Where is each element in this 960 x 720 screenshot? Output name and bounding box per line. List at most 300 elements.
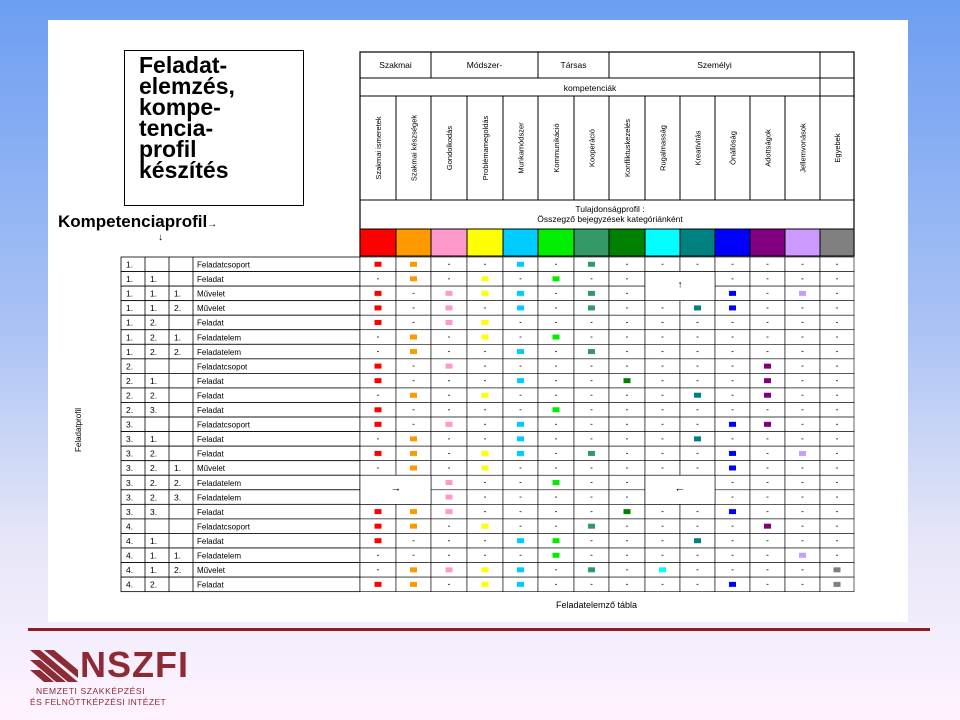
outline-number: 1.	[174, 332, 182, 343]
empty-mark	[662, 438, 664, 439]
empty-mark	[448, 584, 450, 585]
outline-number: 1.	[174, 550, 182, 561]
empty-mark	[591, 337, 593, 338]
empty-mark	[591, 467, 593, 468]
empty-mark	[802, 438, 804, 439]
empty-mark	[802, 424, 804, 425]
empty-mark	[626, 497, 628, 498]
empty-mark	[413, 424, 415, 425]
empty-mark	[697, 424, 699, 425]
empty-mark	[767, 569, 769, 570]
competence-mark	[588, 524, 595, 529]
empty-mark	[520, 395, 522, 396]
empty-mark	[484, 409, 486, 410]
empty-mark	[836, 322, 838, 323]
empty-mark	[836, 511, 838, 512]
empty-mark	[484, 438, 486, 439]
logo-subtitle-line1: NEMZETI SZAKKÉPZÉSI	[36, 686, 146, 696]
outline-number: 3.	[126, 506, 134, 517]
outline-number: 2.	[150, 463, 158, 474]
row-label: Feladatelem	[197, 333, 242, 343]
empty-mark	[836, 453, 838, 454]
competence-mark	[446, 495, 453, 500]
outline-number: 1.	[126, 288, 134, 299]
empty-mark	[591, 395, 593, 396]
empty-mark	[448, 351, 450, 352]
outline-number: 2.	[126, 361, 134, 372]
empty-mark	[591, 380, 593, 381]
table-caption: Feladatelemző tábla	[556, 600, 638, 610]
empty-mark	[520, 526, 522, 527]
empty-mark	[591, 438, 593, 439]
empty-mark	[484, 366, 486, 367]
row-label: Feladat	[197, 391, 224, 401]
empty-mark	[697, 322, 699, 323]
competence-mark	[517, 451, 524, 456]
empty-mark	[413, 322, 415, 323]
competence-mark	[553, 276, 560, 281]
empty-mark	[836, 424, 838, 425]
empty-mark	[732, 540, 734, 541]
competence-mark	[729, 582, 736, 587]
competence-column-header: Egyebek	[833, 133, 842, 163]
row-label: Művelet	[197, 566, 226, 576]
empty-mark	[697, 467, 699, 468]
arrow-down-icon: ↓	[158, 232, 163, 243]
outline-number: 1.	[150, 375, 158, 386]
empty-mark	[802, 482, 804, 483]
competence-mark	[446, 509, 453, 514]
empty-mark	[377, 337, 379, 338]
empty-mark	[555, 569, 557, 570]
competence-mark	[834, 567, 841, 572]
row-label: Feladat	[197, 275, 224, 285]
empty-mark	[836, 526, 838, 527]
competence-mark	[375, 262, 382, 267]
empty-mark	[448, 395, 450, 396]
empty-mark	[732, 438, 734, 439]
competence-mark	[764, 422, 771, 427]
empty-mark	[767, 409, 769, 410]
empty-mark	[662, 337, 664, 338]
competence-mark	[553, 538, 560, 543]
outline-number: 3.	[150, 405, 158, 415]
empty-mark	[802, 264, 804, 265]
outline-number: 1.	[150, 288, 158, 299]
empty-mark	[484, 307, 486, 308]
empty-mark	[591, 424, 593, 425]
empty-mark	[520, 511, 522, 512]
empty-mark	[836, 409, 838, 410]
outline-number: 2.	[150, 346, 158, 357]
row-label: Feladat	[197, 536, 224, 546]
empty-mark	[802, 278, 804, 279]
empty-mark	[626, 540, 628, 541]
empty-mark	[448, 540, 450, 541]
empty-mark	[662, 395, 664, 396]
competence-mark	[375, 524, 382, 529]
competence-mark	[410, 349, 417, 354]
footer-divider	[28, 628, 930, 631]
competence-column-header: Kommunikáció	[552, 123, 561, 173]
category-color-swatch	[609, 229, 645, 256]
competence-mark	[588, 349, 595, 354]
empty-mark	[591, 511, 593, 512]
empty-mark	[626, 584, 628, 585]
empty-mark	[555, 453, 557, 454]
competence-mark	[410, 567, 417, 572]
empty-mark	[802, 526, 804, 527]
empty-mark	[555, 584, 557, 585]
arrow-up-icon: ↑	[677, 279, 683, 291]
empty-mark	[732, 351, 734, 352]
empty-mark	[802, 511, 804, 512]
empty-mark	[626, 264, 628, 265]
arrow-left-block-icon: ←	[674, 482, 686, 495]
competence-mark	[588, 262, 595, 267]
empty-mark	[520, 497, 522, 498]
empty-mark	[662, 307, 664, 308]
competence-group-label: Szakmai	[379, 60, 412, 70]
empty-mark	[413, 380, 415, 381]
empty-mark	[662, 366, 664, 367]
empty-mark	[732, 526, 734, 527]
competence-mark	[588, 451, 595, 456]
empty-mark	[484, 555, 486, 556]
empty-mark	[448, 555, 450, 556]
row-label: Feladat	[197, 318, 224, 328]
competence-mark	[482, 335, 489, 340]
category-color-swatch	[503, 229, 538, 256]
outline-number: 3.	[126, 434, 134, 445]
category-color-swatch	[820, 229, 854, 256]
competence-mark	[764, 524, 771, 529]
empty-mark	[836, 380, 838, 381]
traits-profile-label: Tulajdonságprofil :	[575, 204, 645, 214]
competence-mark	[482, 465, 489, 470]
outline-number: 1.	[150, 274, 158, 285]
competence-column-header: Adottságok	[763, 129, 773, 167]
empty-mark	[836, 278, 838, 279]
outline-number: 1.	[174, 288, 182, 299]
empty-mark	[448, 453, 450, 454]
empty-mark	[626, 467, 628, 468]
arrow-right-icon: →	[207, 219, 218, 230]
empty-mark	[836, 555, 838, 556]
empty-mark	[484, 511, 486, 512]
empty-mark	[802, 322, 804, 323]
competence-mark	[482, 451, 489, 456]
empty-mark	[448, 337, 450, 338]
empty-mark	[662, 424, 664, 425]
empty-mark	[767, 307, 769, 308]
competence-mark	[729, 305, 736, 310]
empty-mark	[555, 307, 557, 308]
row-label: Feladatcsoport	[197, 260, 250, 270]
empty-mark	[836, 540, 838, 541]
empty-mark	[377, 467, 379, 468]
empty-mark	[626, 569, 628, 570]
empty-mark	[591, 366, 593, 367]
row-label: Művelet	[197, 289, 226, 299]
competence-mark	[375, 451, 382, 456]
empty-mark	[802, 351, 804, 352]
empty-mark	[732, 395, 734, 396]
empty-mark	[626, 526, 628, 527]
empty-mark	[802, 584, 804, 585]
outline-number: 1.	[150, 550, 158, 561]
empty-mark	[767, 555, 769, 556]
empty-mark	[448, 409, 450, 410]
empty-mark	[520, 366, 522, 367]
competence-mark	[624, 509, 631, 514]
row-label: Feladat	[197, 580, 224, 590]
competence-mark	[482, 320, 489, 325]
empty-mark	[626, 555, 628, 556]
empty-mark	[662, 264, 664, 265]
empty-mark	[555, 380, 557, 381]
competence-column-header: Kreativitás	[693, 130, 703, 166]
empty-mark	[555, 322, 557, 323]
empty-mark	[626, 409, 628, 410]
empty-mark	[520, 482, 522, 483]
empty-mark	[697, 569, 699, 570]
competence-column-header: Jellemvonások	[798, 123, 808, 173]
competence-mark	[410, 393, 417, 398]
empty-mark	[697, 555, 699, 556]
competence-mark	[375, 364, 382, 369]
empty-mark	[377, 569, 379, 570]
empty-mark	[555, 467, 557, 468]
empty-mark	[448, 467, 450, 468]
competence-mark	[446, 291, 453, 296]
empty-mark	[555, 438, 557, 439]
competence-column-header: Önállóság	[728, 131, 738, 165]
competence-mark	[517, 422, 524, 427]
competence-mark	[410, 465, 417, 470]
empty-mark	[767, 337, 769, 338]
empty-mark	[484, 264, 486, 265]
category-color-swatch	[574, 229, 609, 256]
row-label: Feladatelem	[197, 347, 242, 357]
empty-mark	[484, 540, 486, 541]
competence-column-header: Szakmai ismeretek	[374, 116, 383, 180]
competence-group-label: Módszer-	[466, 60, 503, 70]
outline-number: 1.	[126, 259, 134, 270]
empty-mark	[697, 351, 699, 352]
row-label: Feladatelem	[197, 493, 242, 503]
competence-mark	[446, 480, 453, 485]
empty-mark	[836, 438, 838, 439]
competence-mark	[694, 305, 701, 310]
competence-mark	[729, 422, 736, 427]
competence-profile-heading-text: Kompetenciaprofil	[58, 212, 208, 231]
empty-mark	[697, 264, 699, 265]
competence-mark	[375, 582, 382, 587]
competence-mark	[553, 335, 560, 340]
empty-mark	[484, 482, 486, 483]
competence-mark	[729, 451, 736, 456]
empty-mark	[767, 453, 769, 454]
empty-mark	[732, 337, 734, 338]
competence-group-label: Társas	[560, 60, 587, 70]
empty-mark	[448, 380, 450, 381]
outline-number: 2.	[150, 448, 158, 459]
empty-mark	[732, 569, 734, 570]
competence-mark	[694, 393, 701, 398]
empty-mark	[484, 380, 486, 381]
empty-mark	[732, 497, 734, 498]
competence-mark	[553, 553, 560, 558]
empty-mark	[555, 424, 557, 425]
competence-mark	[410, 436, 417, 441]
competence-mark	[517, 582, 524, 587]
category-color-swatch	[396, 229, 431, 256]
empty-mark	[591, 278, 593, 279]
competence-mark	[446, 320, 453, 325]
empty-mark	[377, 351, 379, 352]
outline-number: 2.	[150, 492, 158, 503]
empty-mark	[591, 555, 593, 556]
competence-mark	[517, 538, 524, 543]
empty-mark	[836, 264, 838, 265]
empty-mark	[767, 467, 769, 468]
empty-mark	[802, 409, 804, 410]
competence-mark	[799, 451, 806, 456]
empty-mark	[767, 278, 769, 279]
competence-mark	[375, 378, 382, 383]
empty-mark	[662, 584, 664, 585]
empty-mark	[767, 293, 769, 294]
empty-mark	[448, 278, 450, 279]
empty-mark	[697, 526, 699, 527]
competence-mark	[517, 291, 524, 296]
outline-number: 2.	[150, 332, 158, 343]
competence-mark	[517, 378, 524, 383]
empty-mark	[732, 380, 734, 381]
empty-mark	[626, 351, 628, 352]
empty-mark	[520, 337, 522, 338]
outline-number: 2.	[126, 390, 134, 401]
competence-mark	[588, 291, 595, 296]
outline-number: 2.	[126, 405, 134, 415]
empty-mark	[555, 526, 557, 527]
competence-mark	[799, 553, 806, 558]
empty-mark	[802, 497, 804, 498]
row-label: Feladat	[197, 435, 224, 445]
empty-mark	[697, 453, 699, 454]
row-label: Feladatelem	[197, 478, 242, 488]
competence-mark	[375, 305, 382, 310]
competence-mark	[764, 393, 771, 398]
outline-number: 1.	[150, 535, 158, 546]
competence-mark	[375, 291, 382, 296]
competence-mark	[764, 364, 771, 369]
empty-mark	[413, 307, 415, 308]
empty-mark	[732, 264, 734, 265]
competence-mark	[375, 509, 382, 514]
outline-number: 3.	[126, 463, 134, 474]
competence-column-header: Szakmai készségek	[409, 114, 419, 182]
empty-mark	[767, 511, 769, 512]
category-color-swatch	[538, 229, 574, 256]
competence-mark	[375, 407, 382, 412]
empty-mark	[377, 278, 379, 279]
competence-mark	[410, 524, 417, 529]
competence-mark	[482, 524, 489, 529]
outline-number: 3.	[174, 492, 182, 503]
empty-mark	[767, 584, 769, 585]
competence-mark	[410, 582, 417, 587]
empty-mark	[662, 555, 664, 556]
empty-mark	[413, 409, 415, 410]
outline-number: 2.	[174, 346, 182, 357]
outline-number: 3.	[126, 448, 134, 459]
row-label: Feladatcsoport	[197, 522, 250, 532]
category-color-swatch	[645, 229, 680, 256]
empty-mark	[767, 540, 769, 541]
competence-mark	[588, 305, 595, 310]
competence-mark	[482, 582, 489, 587]
competence-mark	[410, 509, 417, 514]
outline-number: 2.	[174, 303, 182, 314]
outline-number: 1.	[150, 565, 158, 576]
empty-mark	[662, 526, 664, 527]
empty-mark	[732, 366, 734, 367]
empty-mark	[802, 467, 804, 468]
empty-mark	[484, 497, 486, 498]
outline-number: 2.	[150, 317, 158, 328]
empty-mark	[377, 438, 379, 439]
competence-mark	[410, 335, 417, 340]
empty-mark	[626, 307, 628, 308]
competence-mark	[799, 291, 806, 296]
task-profile-side-label: Feladatprofil	[74, 407, 83, 452]
empty-mark	[448, 264, 450, 265]
empty-mark	[802, 307, 804, 308]
empty-mark	[626, 453, 628, 454]
row-label: Feladat	[197, 507, 224, 517]
empty-mark	[626, 293, 628, 294]
outline-number: 1.	[150, 434, 158, 445]
empty-mark	[626, 278, 628, 279]
empty-mark	[555, 351, 557, 352]
row-label: Művelet	[197, 304, 226, 314]
competence-mark	[446, 364, 453, 369]
empty-mark	[555, 293, 557, 294]
empty-mark	[484, 424, 486, 425]
row-label: Feladatcsoport	[197, 420, 250, 430]
row-label: Feladatelem	[197, 551, 242, 561]
empty-mark	[626, 482, 628, 483]
empty-mark	[836, 497, 838, 498]
empty-mark	[836, 307, 838, 308]
empty-mark	[591, 497, 593, 498]
empty-mark	[662, 380, 664, 381]
empty-mark	[591, 540, 593, 541]
competence-mark	[375, 320, 382, 325]
empty-mark	[697, 409, 699, 410]
empty-mark	[591, 409, 593, 410]
competence-mark	[694, 538, 701, 543]
arrow-right-block-icon: →	[390, 482, 402, 495]
category-color-swatch	[680, 229, 715, 256]
outline-number: 1.	[150, 303, 158, 314]
empty-mark	[836, 395, 838, 396]
competence-mark	[553, 480, 560, 485]
logo-wordmark: NSZFI	[80, 644, 189, 685]
empty-mark	[767, 351, 769, 352]
